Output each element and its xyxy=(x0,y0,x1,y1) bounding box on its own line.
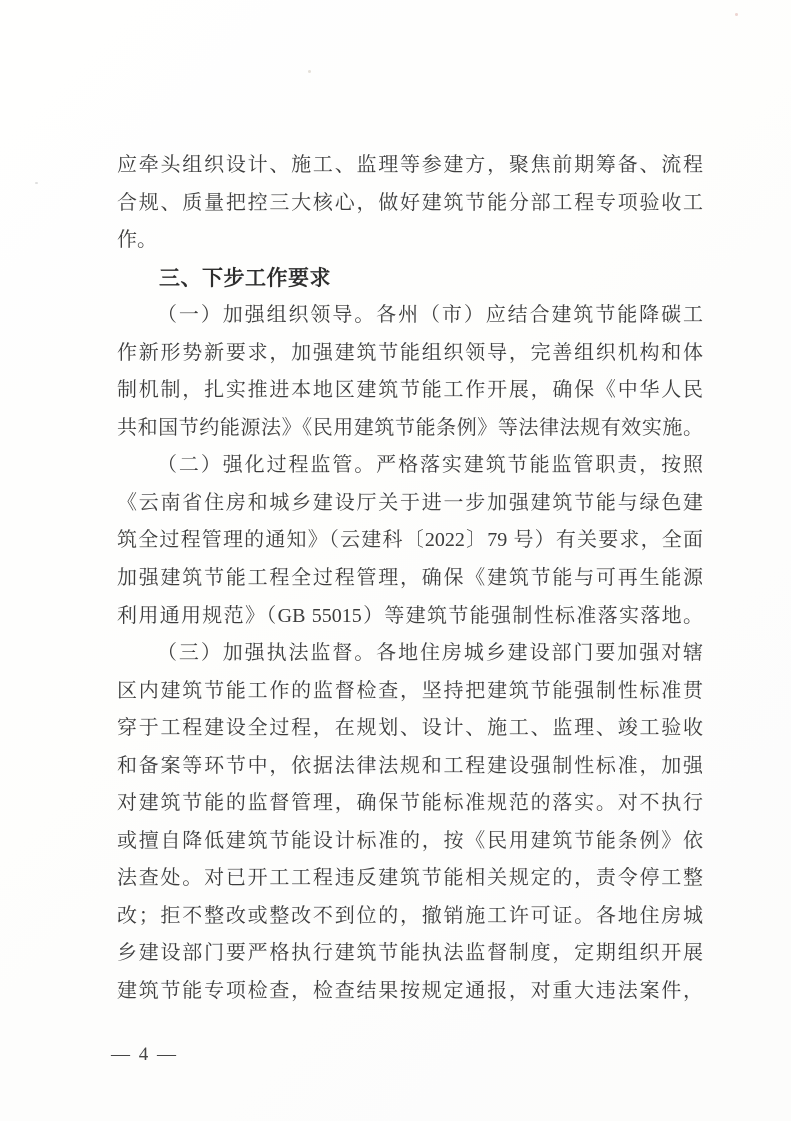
body-line: 和备案等环节中，依据法律法规和工程建设强制性标准，加强 xyxy=(117,754,703,777)
document-body xyxy=(117,147,703,1011)
body-line: 《云南省住房和城乡建设厅关于进一步加强建筑节能与绿色建 xyxy=(117,491,703,514)
body-line: 共和国节约能源法》《民用建筑节能条例》等法律法规有效实施。 xyxy=(117,416,703,439)
body-line: 应牵头组织设计、施工、监理等参建方，聚焦前期筹备、流程 xyxy=(117,154,703,176)
body-line: 区内建筑节能工作的监督检查，坚持把建筑节能强制性标准贯 xyxy=(117,679,703,702)
body-line: （三）加强执法监督。各地住房城乡建设部门要加强对辖 xyxy=(157,642,703,665)
scan-speck xyxy=(735,13,738,16)
scan-speck xyxy=(35,182,38,184)
body-line: （二）强化过程监管。严格落实建筑节能监管职责，按照 xyxy=(157,454,703,477)
body-line: （一）加强组织领导。各州（市）应结合建筑节能降碳工 xyxy=(157,304,703,327)
body-line: 乡建设部门要严格执行建筑节能执法监督制度，定期组织开展 xyxy=(117,942,703,965)
section-heading: 三、下步工作要求 xyxy=(159,266,331,290)
body-line: 加强建筑节能工程全过程管理，确保《建筑节能与可再生能源 xyxy=(117,567,703,590)
scan-speck xyxy=(308,70,311,73)
body-line: 对建筑节能的监督管理，确保节能标准规范的落实。对不执行 xyxy=(117,792,703,815)
body-line: 法查处。对已开工工程违反建筑节能相关规定的，责令停工整 xyxy=(117,867,703,890)
body-line: 作新形势新要求，加强建筑节能组织领导，完善组织机构和体 xyxy=(117,341,703,364)
body-line: 制机制，扎实推进本地区建筑节能工作开展，确保《中华人民 xyxy=(117,379,703,402)
body-line: 作。 xyxy=(117,229,157,252)
page-number: — 4 — xyxy=(111,1044,178,1065)
body-line: 穿于工程建设全过程，在规划、设计、施工、监理、竣工验收 xyxy=(117,717,703,740)
body-line: 利用通用规范》（GB 55015）等建筑节能强制性标准落实落地。 xyxy=(117,604,703,627)
body-line: 建筑节能专项检查，检查结果按规定通报，对重大违法案件， xyxy=(117,980,703,1003)
body-line: 或擅自降低建筑节能设计标准的，按《民用建筑节能条例》依 xyxy=(117,829,703,852)
body-line: 合规、质量把控三大核心，做好建筑节能分部工程专项验收工 xyxy=(117,191,703,214)
body-line: 筑全过程管理的通知》（云建科〔2022〕79 号）有关要求，全面 xyxy=(117,529,703,552)
body-line: 改；拒不整改或整改不到位的，撤销施工许可证。各地住房城 xyxy=(117,904,703,927)
